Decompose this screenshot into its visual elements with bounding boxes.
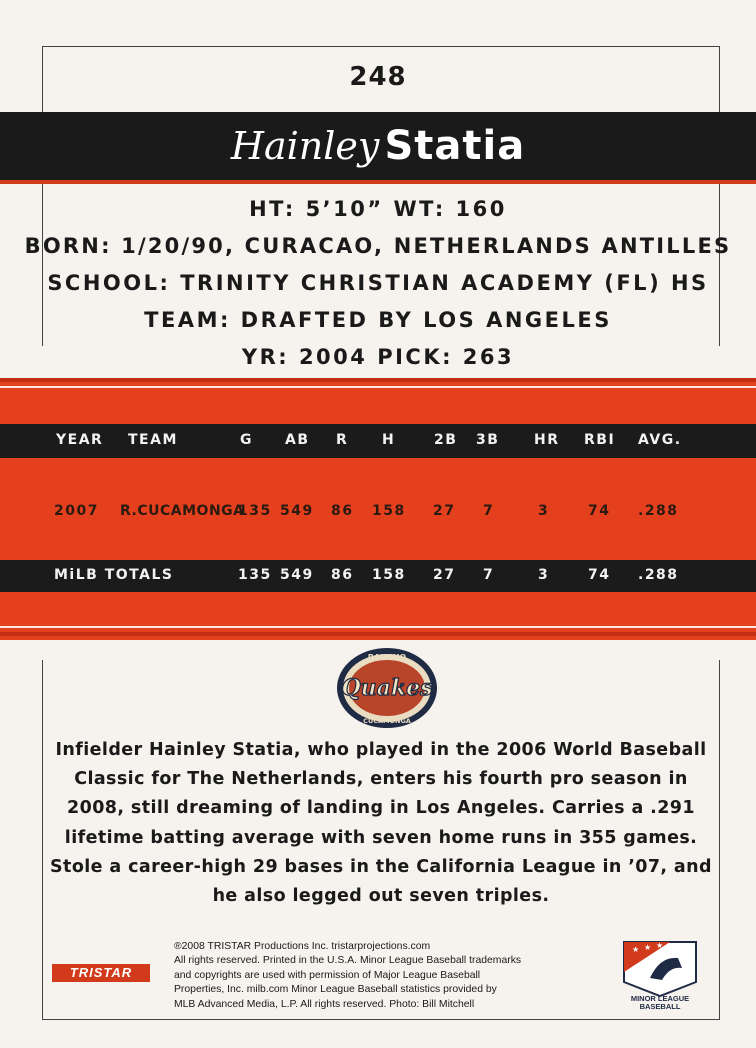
header-rbi: RBI [584,432,616,448]
logo-main-text: Quakes [341,675,433,701]
legal-line: MLB Advanced Media, L.P. All rights reserved. Photo: Bill Mitchell [174,998,475,1010]
star-icon: ★ [644,943,652,952]
header-h: H [382,432,396,448]
totals-label: MiLB TOTALS [54,567,174,583]
year-pick-line: YR: 2004 PICK: 263 [241,345,515,369]
team-logo [334,646,440,730]
totals-3b: 7 [483,567,495,583]
legal-line: ®2008 TRISTAR Productions Inc. tristarprojections.com [174,941,431,952]
card-number: 248 [349,62,407,92]
header-avg: AVG. [638,432,682,448]
legal-line: and copyrights are used with permission of Major League Baseball [174,969,481,981]
star-icon: ★ [632,945,640,954]
player-bio-text: Infielder Hainley Statia, who played in the 2006 World Baseball Classic for The Netherlands, enters his fourth pro season in 2008, still dreaming of landing in Los Angeles. Carries a .291 lifetime batting average with seven home runs in 355 games. Stole a career-high 29 bases in the California League in ’07, and he also legged out seven triples. [50,740,712,907]
header-team: TEAM [128,432,178,448]
header-ab: AB [285,432,310,448]
totals-ab: 549 [280,567,314,583]
player-last-name: Statia [384,123,526,169]
totals-avg: .288 [638,567,679,583]
totals-g: 135 [238,567,272,583]
player-first-name: Hainley [230,124,380,168]
header-g: G [240,432,253,448]
tristar-logo: TRISTAR [52,964,150,982]
totals-hr: 3 [538,567,550,583]
cell-h: 158 [372,503,406,519]
cell-hr: 3 [538,503,550,519]
born-line: BORN: 1/20/90, CURACAO, NETHERLANDS ANTILLES [24,234,732,258]
height-weight: HT: 5’10” WT: 160 [249,197,507,221]
header-year: YEAR [56,432,104,448]
cell-2b: 27 [433,503,456,519]
legal-line: Properties, Inc. milb.com Minor League Baseball statistics provided by [174,984,497,996]
cell-r: 86 [331,503,354,519]
school-line: SCHOOL: TRINITY CHRISTIAN ACADEMY (FL) HS [47,271,709,295]
cell-g: 135 [238,503,272,519]
milb-label-2: BASEBALL [639,1002,681,1010]
milb-logo [620,938,700,1010]
cell-team: R.CUCAMONGA [120,503,245,519]
name-bar [0,112,756,184]
team-line: TEAM: DRAFTED BY LOS ANGELES [144,308,612,332]
cell-year: 2007 [54,503,99,519]
legal-line: All rights reserved. Printed in the U.S.A. Minor League Baseball trademarks [174,955,522,967]
totals-h: 158 [372,567,406,583]
logo-bottom-text: CUCAMONGA [363,717,411,725]
header-r: R [336,432,349,448]
totals-r: 86 [331,567,354,583]
star-icon: ★ [656,941,664,950]
totals-rbi: 74 [588,567,611,583]
milb-label-1: MINOR LEAGUE [630,994,690,1003]
cell-ab: 549 [280,503,314,519]
legal-text [174,940,614,1012]
header-hr: HR [534,432,560,448]
cell-3b: 7 [483,503,495,519]
totals-2b: 27 [433,567,456,583]
header-2b: 2B [434,432,458,448]
logo-top-text: RANCHO [367,653,407,662]
header-3b: 3B [476,432,500,448]
cell-rbi: 74 [588,503,611,519]
cell-avg: .288 [638,503,679,519]
